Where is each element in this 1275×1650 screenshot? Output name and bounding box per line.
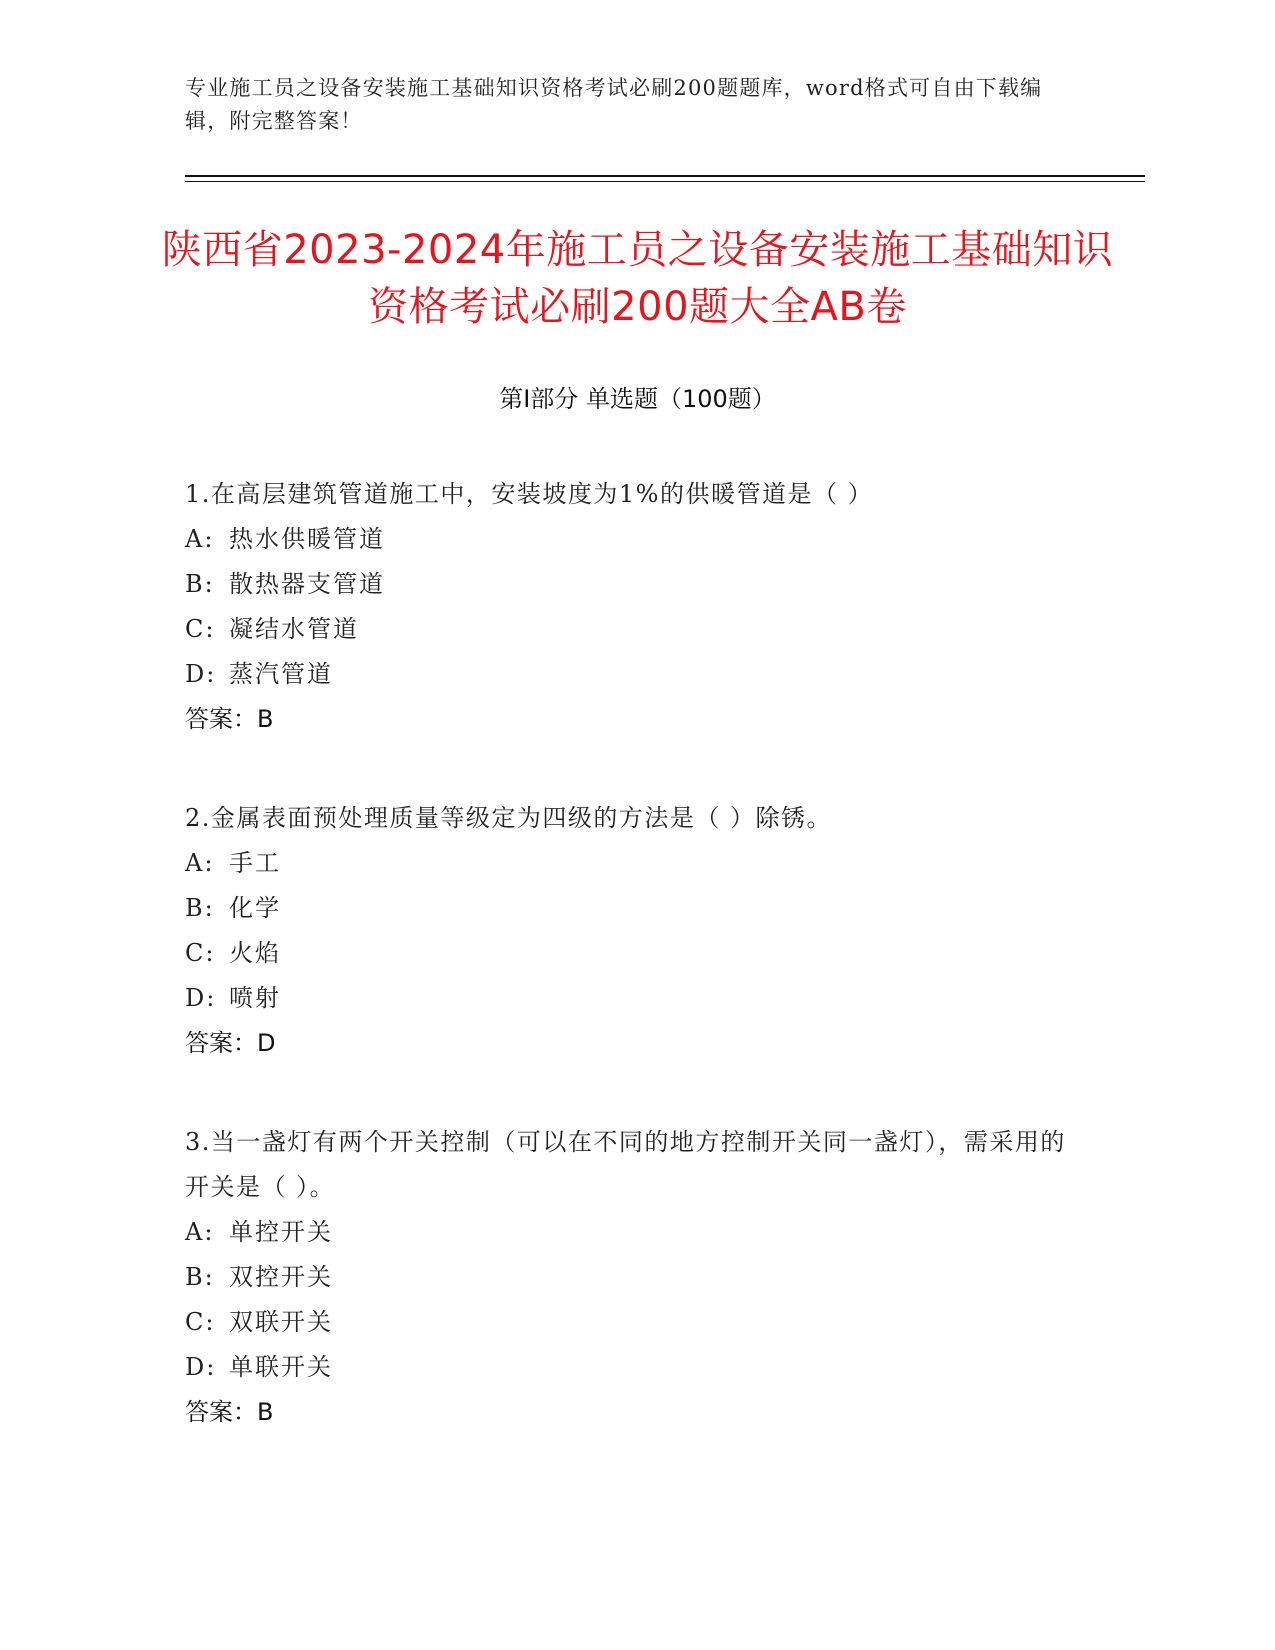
header-note: 专业施工员之设备安装施工基础知识资格考试必刷200题题库，word格式可自由下载编辑，附完整答案！ bbox=[185, 76, 1043, 133]
option-letter: B: bbox=[185, 570, 215, 598]
option-text: 化学 bbox=[229, 894, 281, 922]
header-divider-thick bbox=[185, 175, 1145, 177]
question-1 bbox=[185, 472, 1085, 742]
option-c bbox=[185, 931, 1085, 976]
option-d bbox=[185, 652, 1085, 697]
answer: 答案：B bbox=[185, 705, 274, 733]
option-d bbox=[185, 1345, 1085, 1390]
question-stem: 1.在高层建筑管道施工中，安装坡度为1%的供暖管道是（ ） bbox=[185, 480, 874, 508]
option-text: 散热器支管道 bbox=[229, 570, 385, 598]
option-letter: B: bbox=[185, 1263, 215, 1291]
option-letter: C: bbox=[185, 615, 216, 643]
option-text: 火焰 bbox=[229, 939, 281, 967]
option-letter: D: bbox=[185, 660, 217, 688]
option-a bbox=[185, 517, 1085, 562]
option-letter: A: bbox=[185, 1218, 215, 1246]
option-text: 手工 bbox=[229, 849, 281, 877]
option-letter: B: bbox=[185, 894, 215, 922]
option-letter: D: bbox=[185, 1353, 217, 1381]
option-letter: D: bbox=[185, 984, 217, 1012]
question-stem: 3.当一盏灯有两个开关控制（可以在不同的地方控制开关同一盏灯），需采用的开关是（ ）。 bbox=[185, 1128, 1066, 1201]
option-text: 双控开关 bbox=[229, 1263, 333, 1291]
question-3 bbox=[185, 1120, 1085, 1435]
question-2 bbox=[185, 796, 1085, 1066]
answer: 答案：B bbox=[185, 1398, 274, 1426]
option-letter: C: bbox=[185, 1308, 216, 1336]
option-text: 双联开关 bbox=[229, 1308, 333, 1336]
option-text: 热水供暖管道 bbox=[229, 525, 385, 553]
option-c bbox=[185, 607, 1085, 652]
option-d bbox=[185, 976, 1085, 1021]
document-title: 陕西省2023-2024年施工员之设备安装施工基础知识资格考试必刷200题大全AB卷 bbox=[161, 227, 1114, 330]
question-stem: 2.金属表面预处理质量等级定为四级的方法是（ ）除锈。 bbox=[185, 804, 833, 832]
option-c bbox=[185, 1300, 1085, 1345]
option-b bbox=[185, 886, 1085, 931]
answer: 答案：D bbox=[185, 1029, 276, 1057]
option-letter: A: bbox=[185, 525, 215, 553]
question-list bbox=[185, 472, 1085, 1489]
option-b bbox=[185, 1255, 1085, 1300]
option-text: 凝结水管道 bbox=[229, 615, 359, 643]
option-text: 喷射 bbox=[229, 984, 281, 1012]
option-a bbox=[185, 841, 1085, 886]
option-text: 蒸汽管道 bbox=[229, 660, 333, 688]
option-letter: A: bbox=[185, 849, 215, 877]
option-text: 单联开关 bbox=[229, 1353, 333, 1381]
header-divider-thin bbox=[185, 181, 1145, 182]
section-title: 第Ⅰ部分 单选题（100题） bbox=[499, 385, 776, 413]
option-text: 单控开关 bbox=[229, 1218, 333, 1246]
option-a bbox=[185, 1210, 1085, 1255]
option-b bbox=[185, 562, 1085, 607]
option-letter: C: bbox=[185, 939, 216, 967]
